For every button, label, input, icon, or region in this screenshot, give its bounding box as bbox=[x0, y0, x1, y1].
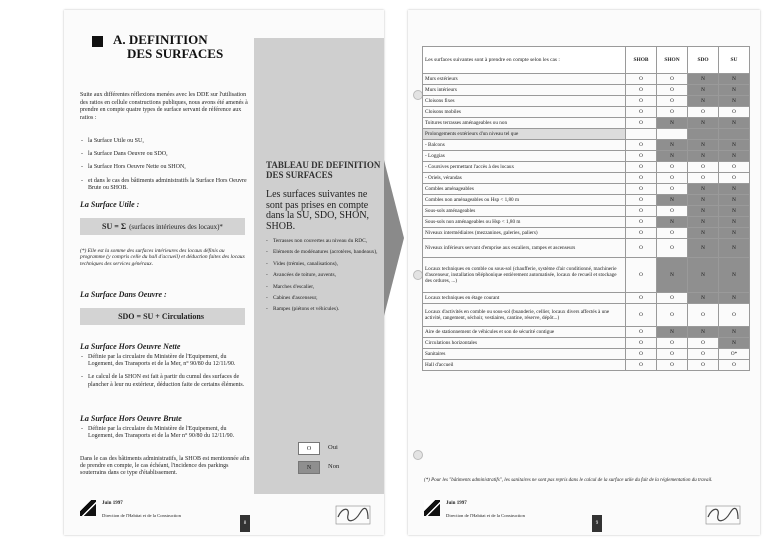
table-cell: O bbox=[626, 184, 657, 195]
title-square-icon bbox=[92, 36, 103, 47]
row-label: - Coursives permettant l'accès à des locaux bbox=[423, 162, 626, 173]
footer-org: Direction de l'Habitat et de la Construction bbox=[102, 513, 181, 518]
table-cell: O bbox=[626, 360, 657, 371]
column-header: SHON bbox=[657, 47, 688, 74]
table-footnote: (*) Pour les "bâtiments administratifs", les sanitaires ne sont pas repris dans le calcul de la surface utile du fait de la réglementation du travail. bbox=[424, 478, 713, 483]
table-cell: N bbox=[719, 239, 750, 258]
table-row bbox=[423, 327, 750, 338]
list-item: - Eléments de modénatures (acrotères, bandeaux), bbox=[266, 249, 378, 255]
page-number: 8 bbox=[240, 515, 250, 532]
arrow-shape bbox=[384, 160, 404, 316]
row-label: Cloisons fixes bbox=[423, 96, 626, 107]
table-row bbox=[423, 151, 750, 162]
table-cell: N bbox=[719, 96, 750, 107]
row-label: Sanitaires bbox=[423, 349, 626, 360]
table-row bbox=[423, 239, 750, 258]
page-title: A. DEFINITION DES SURFACES bbox=[113, 32, 224, 61]
table-cell: O bbox=[719, 304, 750, 327]
table-row bbox=[423, 228, 750, 239]
table-row bbox=[423, 96, 750, 107]
list-item: - Terrasses non couvertes au niveau du RDC, bbox=[266, 238, 378, 244]
table-cell: O bbox=[657, 349, 688, 360]
column-header: SHOB bbox=[626, 47, 657, 74]
table-cell: N bbox=[719, 293, 750, 304]
table-cell: N bbox=[719, 184, 750, 195]
row-label: Toitures terrasses aménageables ou non bbox=[423, 118, 626, 129]
certu-logo-icon bbox=[334, 503, 372, 527]
table-cell: O bbox=[688, 162, 719, 173]
table-cell: N bbox=[688, 96, 719, 107]
excluded-list bbox=[266, 238, 378, 318]
table-cell: N bbox=[657, 217, 688, 228]
table-cell: O bbox=[626, 195, 657, 206]
table-cell: O bbox=[626, 338, 657, 349]
su-note: (*) Elle est la somme des surfaces intérieures des locaux définis au programme (y compris celle du hall d'accueil) et déduction faites des locaux techniques des services généraux. bbox=[80, 248, 245, 267]
list-item: - Rampes (piétons et véhicules). bbox=[266, 306, 378, 312]
table-cell: O bbox=[626, 239, 657, 258]
table-row bbox=[423, 129, 750, 140]
legend-non-label: Non bbox=[328, 463, 340, 470]
list-item: - Le calcul de la SHON est fait à partir du cumul des surfaces de plancher à leur nu extérieur, déduction faite de certains éléments. bbox=[80, 374, 252, 388]
row-label: Locaux techniques en étage courant bbox=[423, 293, 626, 304]
table-cell: N bbox=[688, 206, 719, 217]
row-label: Niveaux inférieurs servant d'emprise aux escaliers, rampes et ascenseurs bbox=[423, 239, 626, 258]
table-cell: O bbox=[657, 107, 688, 118]
table-cell: O bbox=[657, 162, 688, 173]
list-item: - Avancées de toiture, auvents, bbox=[266, 272, 378, 278]
table-cell: O bbox=[657, 85, 688, 96]
row-label: Locaux techniques en comble ou sous-sol (chaufferie, système d'air conditionné, machinerie d'ascenseur, installation téléphonique entièrement automatisée, locaux de recueil et stockage des ordures, ...) bbox=[423, 258, 626, 293]
row-label: Aire de stationnement de véhicules et son de sécurité contigue bbox=[423, 327, 626, 338]
table-cell: O bbox=[657, 74, 688, 85]
table-row bbox=[423, 360, 750, 371]
table-cell: O bbox=[626, 217, 657, 228]
table-cell: N bbox=[688, 184, 719, 195]
table-cell: N bbox=[688, 151, 719, 162]
table-cell: O bbox=[657, 96, 688, 107]
list-item: - Cabines d'ascenseur, bbox=[266, 295, 378, 301]
closing-paragraph: Dans le cas des bâtiments administratifs, la SHOB est mentionnée afin de prendre en compte, le cas échéant, l'incidence des parkings souterrains dans ce type d'établissement. bbox=[80, 456, 250, 477]
table-cell: N bbox=[657, 140, 688, 151]
table-cell: O bbox=[688, 304, 719, 327]
row-label: Locaux d'activités en comble ou sous-sol (buanderie, cellier, locaux divers affectés à une activité, rangement, séchoir, vestiaires, cantine, réserve, dépôt...) bbox=[423, 304, 626, 327]
table-row bbox=[423, 206, 750, 217]
table-cell: O* bbox=[719, 349, 750, 360]
table-cell: N bbox=[688, 118, 719, 129]
table-row bbox=[423, 140, 750, 151]
table-cell: N bbox=[719, 338, 750, 349]
row-label: Murs intérieurs bbox=[423, 85, 626, 96]
table-cell: N bbox=[719, 258, 750, 293]
table-cell: N bbox=[719, 74, 750, 85]
table-header-label: Les surfaces suivantes sont à prendre en compte selon les cas : bbox=[423, 47, 626, 74]
table-cell: O bbox=[657, 173, 688, 184]
table-cell: O bbox=[657, 293, 688, 304]
table-cell: N bbox=[719, 151, 750, 162]
surface-definition-table bbox=[422, 46, 750, 371]
table-cell: O bbox=[626, 206, 657, 217]
table-cell: O bbox=[626, 96, 657, 107]
table-cell: N bbox=[688, 140, 719, 151]
row-label: Combles non aménageables ou Hsp < 1,80 m bbox=[423, 195, 626, 206]
list-item: - la Surface Dans Oeuvre ou SDO, bbox=[80, 151, 252, 158]
footer-org: Direction de l'Habitat et de la Construction bbox=[446, 513, 525, 518]
table-cell: O bbox=[719, 162, 750, 173]
shon-list bbox=[80, 354, 252, 395]
row-label: Circulations horizontales bbox=[423, 338, 626, 349]
table-cell bbox=[626, 129, 657, 140]
table-cell: O bbox=[626, 107, 657, 118]
table-cell: O bbox=[626, 85, 657, 96]
sdo-heading: La Surface Dans Oeuvre : bbox=[80, 290, 167, 299]
row-label: Hall d'accueil bbox=[423, 360, 626, 371]
table-cell: N bbox=[719, 140, 750, 151]
table-cell: O bbox=[657, 338, 688, 349]
row-label: Combles aménageables bbox=[423, 184, 626, 195]
table-cell: N bbox=[719, 85, 750, 96]
legend-non-box: N bbox=[298, 461, 320, 474]
su-formula: SU = Σ (surfaces intérieures des locaux)* bbox=[80, 218, 245, 235]
list-item: - et dans le cas des bâtiments administratifs la Surface Hors Oeuvre Brute ou SHOB. bbox=[80, 178, 252, 192]
table-row bbox=[423, 184, 750, 195]
ministry-logo-icon bbox=[424, 500, 440, 516]
table-cell: N bbox=[657, 195, 688, 206]
page-number: 9 bbox=[592, 515, 602, 532]
surface-types-list bbox=[80, 138, 252, 198]
table-cell: N bbox=[657, 151, 688, 162]
table-cell: N bbox=[657, 258, 688, 293]
table-cell: O bbox=[626, 74, 657, 85]
table-cell: N bbox=[688, 293, 719, 304]
row-label: Niveaux intermédiaires (mezzanines, galeries, paliers) bbox=[423, 228, 626, 239]
table-cell: N bbox=[688, 258, 719, 293]
row-label: Murs extérieurs bbox=[423, 74, 626, 85]
shon-heading: La Surface Hors Oeuvre Nette bbox=[80, 342, 181, 351]
right-page bbox=[408, 10, 760, 535]
table-row bbox=[423, 195, 750, 206]
table-cell: O bbox=[657, 184, 688, 195]
table-row bbox=[423, 107, 750, 118]
table-cell: N bbox=[719, 118, 750, 129]
table-subtitle: Les surfaces suivantes ne sont pas prises en compte dans la SU, SDO, SHON, SHOB. bbox=[266, 189, 370, 232]
table-cell: O bbox=[657, 206, 688, 217]
table-row bbox=[423, 217, 750, 228]
table-cell: O bbox=[719, 173, 750, 184]
table-cell: O bbox=[688, 107, 719, 118]
table-cell: O bbox=[626, 228, 657, 239]
row-label: - Oriels, vérandas bbox=[423, 173, 626, 184]
table-cell: N bbox=[657, 327, 688, 338]
table-cell: N bbox=[688, 217, 719, 228]
table-cell: N bbox=[688, 74, 719, 85]
table-cell: O bbox=[626, 140, 657, 151]
table-cell: O bbox=[688, 173, 719, 184]
table-cell: O bbox=[688, 338, 719, 349]
list-item: - la Surface Utile ou SU, bbox=[80, 138, 252, 145]
intro-paragraph: Suite aux différentes réflexions menées avec les DDE sur l'utilisation des ratios en cellule constructions publiques, nous avons été amenés à prendre en compte quatre types de surface servant de référence aux ratios : bbox=[80, 92, 248, 121]
list-item: - Marches d'escalier, bbox=[266, 284, 378, 290]
table-cell: O bbox=[657, 239, 688, 258]
table-cell: N bbox=[719, 195, 750, 206]
table-row bbox=[423, 173, 750, 184]
table-cell bbox=[688, 129, 719, 140]
footer-date: Juin 1997 bbox=[102, 501, 123, 506]
table-cell: N bbox=[719, 327, 750, 338]
table-cell: N bbox=[719, 228, 750, 239]
ministry-logo-icon bbox=[80, 500, 96, 516]
shob-list bbox=[80, 426, 252, 446]
table-cell: N bbox=[719, 217, 750, 228]
table-cell: N bbox=[688, 195, 719, 206]
table-cell: O bbox=[626, 327, 657, 338]
column-header: SU bbox=[719, 47, 750, 74]
row-label: Prolongements extérieurs d'un niveau tel que bbox=[423, 129, 626, 140]
list-item: - Définie par la circulaire du Ministère de l'Equipement, du Logement, des Transports et de la Mer n° 90/80 du 12/11/90. bbox=[80, 426, 252, 440]
sdo-formula: SDO = SU + Circulations bbox=[80, 308, 245, 325]
table-row bbox=[423, 74, 750, 85]
table-row bbox=[423, 338, 750, 349]
table-cell: O bbox=[657, 360, 688, 371]
table-cell: O bbox=[626, 293, 657, 304]
row-label: Sous-sols non aménageables ou Hsp < 1,80 m bbox=[423, 217, 626, 228]
su-heading: La Surface Utile : bbox=[80, 200, 140, 209]
table-body bbox=[423, 74, 750, 371]
table-cell: O bbox=[688, 360, 719, 371]
legend-oui-box: O bbox=[298, 442, 320, 455]
shob-heading: La Surface Hors Oeuvre Brute bbox=[80, 414, 182, 423]
table-cell: O bbox=[626, 304, 657, 327]
table-cell: O bbox=[626, 349, 657, 360]
table-cell: O bbox=[626, 258, 657, 293]
table-row bbox=[423, 162, 750, 173]
row-label: Cloisons mobiles bbox=[423, 107, 626, 118]
table-row bbox=[423, 118, 750, 129]
list-item: - Définie par la circulaire du Ministère de l'Equipement, du Logement, des Transports et de la Mer, n° 90/80 du 12/11/90. bbox=[80, 354, 252, 368]
table-row bbox=[423, 304, 750, 327]
table-row bbox=[423, 258, 750, 293]
row-label: - Balcons bbox=[423, 140, 626, 151]
table-cell: O bbox=[626, 162, 657, 173]
table-row bbox=[423, 293, 750, 304]
list-item: - Vides (trémies, canalisations), bbox=[266, 261, 378, 267]
table-cell: O bbox=[626, 118, 657, 129]
table-title: TABLEAU DE DEFINITION DES SURFACES bbox=[266, 160, 381, 180]
footer-date: Juin 1997 bbox=[446, 501, 467, 506]
table-cell: O bbox=[657, 304, 688, 327]
table-row bbox=[423, 349, 750, 360]
table-cell: O bbox=[657, 228, 688, 239]
left-page bbox=[64, 10, 384, 535]
table-cell bbox=[719, 129, 750, 140]
legend-oui-label: Oui bbox=[328, 444, 338, 451]
table-cell: N bbox=[688, 85, 719, 96]
table-cell: O bbox=[626, 173, 657, 184]
table-cell bbox=[657, 129, 688, 140]
table-cell: N bbox=[657, 118, 688, 129]
table-cell: N bbox=[688, 228, 719, 239]
table-cell: N bbox=[688, 239, 719, 258]
row-label: - Loggias bbox=[423, 151, 626, 162]
binder-hole bbox=[413, 450, 423, 460]
table-cell: O bbox=[626, 151, 657, 162]
table-cell: O bbox=[719, 360, 750, 371]
table-row bbox=[423, 85, 750, 96]
table-cell: N bbox=[719, 206, 750, 217]
table-cell: N bbox=[688, 327, 719, 338]
table-cell: O bbox=[688, 349, 719, 360]
certu-logo-icon bbox=[704, 503, 742, 527]
table-cell: O bbox=[719, 107, 750, 118]
column-header: SDO bbox=[688, 47, 719, 74]
table-header-row bbox=[423, 47, 750, 74]
list-item: - la Surface Hors Oeuvre Nette ou SHON, bbox=[80, 164, 252, 171]
row-label: Sous-sols aménageables bbox=[423, 206, 626, 217]
